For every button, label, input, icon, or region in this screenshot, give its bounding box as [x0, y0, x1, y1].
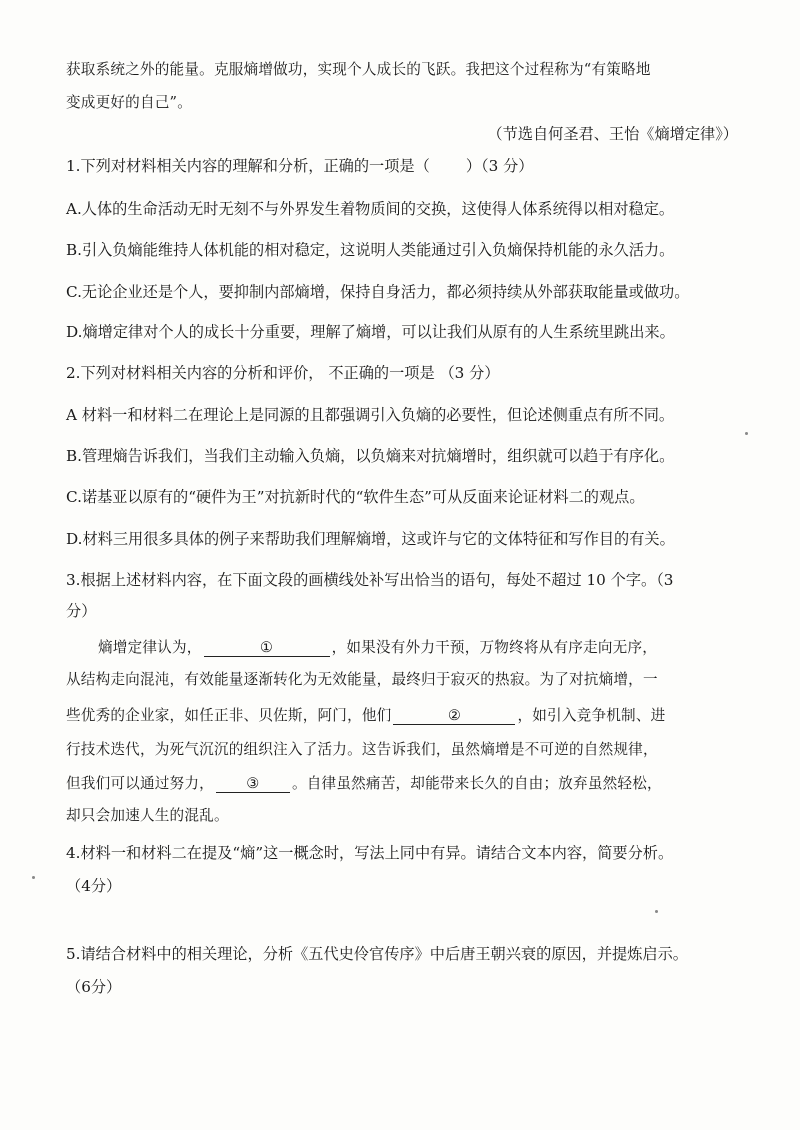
question-2-option-b: B.管理熵告诉我们，当我们主动输入负熵，以负熵来对抗熵增时，组织就可以趋于有序化。	[66, 447, 675, 465]
paragraph-text: ，如果没有外力干预，万物终将从有序走向无序，	[331, 639, 658, 656]
question-4-stem: 4.材料一和材料二在提及“熵”这一概念时，写法上同中有异。请结合文本内容，简要分析。	[66, 844, 674, 862]
fill-in-paragraph-line	[66, 706, 665, 726]
question-5-score: （6分）	[66, 978, 122, 996]
blank-1[interactable]: ①	[204, 640, 330, 657]
question-1-stem	[66, 156, 533, 176]
question-1-stem-text: 1.下列对材料相关内容的理解和分析，正确的一项是（	[66, 157, 430, 175]
passage-line: 变成更好的自己”。	[66, 94, 193, 111]
question-1-option-d: D.熵增定律对个人的成长十分重要，理解了熵增，可以让我们从原有的人生系统里跳出来。	[66, 323, 675, 341]
source-citation: （节选自何圣君、王怡《熵增定律》）	[487, 125, 738, 143]
blank-3[interactable]: ③	[216, 776, 290, 793]
question-2-stem: 2.下列对材料相关内容的分析和评价， 不正确的一项是 （3 分）	[66, 364, 500, 382]
fill-in-paragraph-line	[98, 638, 657, 658]
scan-speck	[32, 876, 35, 879]
paragraph-text: 。自律虽然痛苦，却能带来长久的自由；放弃虽然轻松，	[291, 775, 662, 792]
scan-speck	[655, 910, 658, 913]
blank-2[interactable]: ②	[393, 708, 515, 725]
fill-in-paragraph-line: 从结构走向混沌，有效能量逐渐转化为无效能量，最终归于寂灭的热寂。为了对抗熵增，一	[66, 671, 658, 688]
question-3-stem: 分）	[66, 602, 97, 620]
paragraph-text: 但我们可以通过努力，	[66, 775, 214, 792]
paragraph-text: ，如引入竞争机制、进	[517, 707, 666, 724]
fill-in-paragraph-line: 行技术迭代，为死气沉沉的组织注入了活力。这告诉我们，虽然熵增是不可逆的自然规律，	[66, 741, 658, 758]
question-1-score: ）（3 分）	[465, 157, 534, 175]
question-4-score: （4分）	[66, 877, 122, 895]
question-3-stem: 3.根据上述材料内容，在下面文段的画横线处补写出恰当的语句，每处不超过 10 个字。（3	[66, 571, 674, 589]
question-2-option-a: A 材料一和材料二在理论上是同源的且都强调引入负熵的必要性，但论述侧重点有所不同。	[66, 406, 675, 424]
paragraph-text: 熵增定律认为，	[98, 639, 202, 656]
question-1-option-c: C.无论企业还是个人，要抑制内部熵增，保持自身活力，都必须持续从外部获取能量或做功。	[66, 283, 690, 301]
fill-in-paragraph-line	[66, 774, 662, 794]
question-1-option-a: A.人体的生命活动无时无刻不与外界发生着物质间的交换，这使得人体系统得以相对稳定。	[66, 200, 675, 218]
scan-speck	[745, 432, 748, 435]
fill-in-paragraph-line: 却只会加速人生的混乱。	[66, 807, 229, 824]
question-2-option-d: D.材料三用很多具体的例子来帮助我们理解熵增，这或许与它的文体特征和写作目的有关。	[66, 530, 675, 548]
question-5-stem: 5.请结合材料中的相关理论，分析《五代史伶官传序》中后唐王朝兴衰的原因，并提炼启示。	[66, 945, 688, 963]
question-1-option-b: B.引入负熵能维持人体机能的相对稳定，这说明人类能通过引入负熵保持机能的永久活力。	[66, 241, 675, 259]
question-2-option-c: C.诺基亚以原有的“硬件为王”对抗新时代的“软件生态”可从反面来论证材料二的观点。	[66, 488, 645, 506]
passage-line: 获取系统之外的能量。克服熵增做功，实现个人成长的飞跃。我把这个过程称为“有策略地	[66, 61, 651, 78]
paragraph-text: 些优秀的企业家，如任正非、贝佐斯，阿门，他们	[66, 707, 392, 724]
